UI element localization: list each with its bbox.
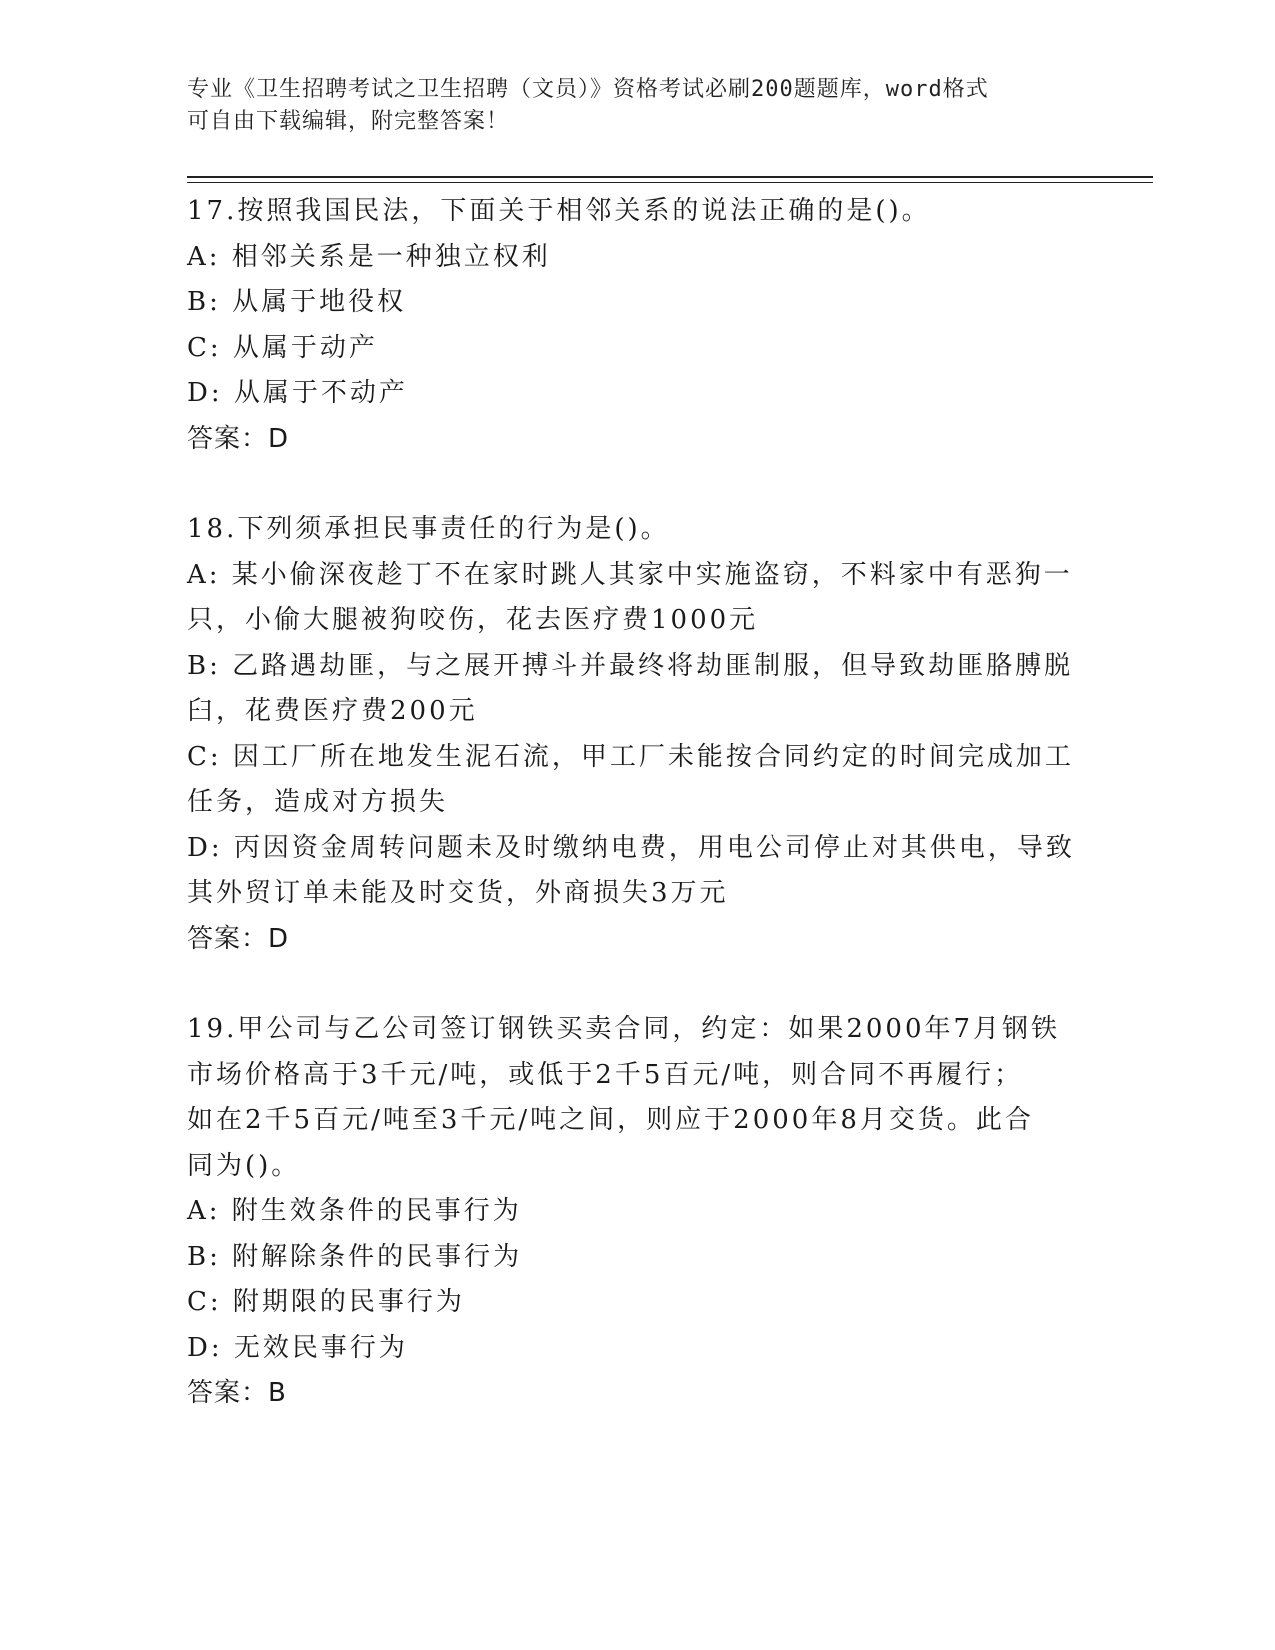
option-b: B: 附解除条件的民事行为 [187,1241,523,1272]
question-stem-continued: 市场价格高于3千元/吨，或低于2千5百元/吨，则合同不再履行； [187,1059,1024,1090]
question-stem-continued: 同为()。 [187,1150,301,1181]
option-d: D: 从属于不动产 [187,378,408,408]
option-a: A: 相邻关系是一种独立权利 [187,241,551,272]
option-a-continued: 只，小偷大腿被狗咬伤，花去医疗费1000元 [187,605,759,635]
header-line-1: 专业《卫生招聘考试之卫生招聘（文员）》资格考试必刷200题题库，word格式 [187,77,989,102]
option-d: D: 无效民事行为 [187,1332,408,1363]
question-stem: 18.下列须承担民事责任的行为是()。 [187,514,670,544]
option-b-continued: 臼，花费医疗费200元 [187,696,478,726]
answer-line: 答案：D [187,923,290,954]
answer-line: 答案：B [187,1378,287,1408]
question-17 [187,189,1087,462]
header-divider-thin [187,182,1153,183]
question-18 [187,507,1087,962]
question-stem: 17.按照我国民法，下面关于相邻关系的说法正确的是()。 [187,196,931,226]
header-divider-thick [187,176,1153,178]
question-stem-continued: 如在2千5百元/吨至3千元/吨之间，则应于2000年8月交货。此合 [187,1105,1034,1135]
answer-line: 答案：D [187,423,290,454]
option-c: C: 附期限的民事行为 [187,1287,465,1317]
question-list [187,189,1087,1417]
option-c: C: 从属于动产 [187,332,378,363]
option-b: B: 从属于地役权 [187,287,407,317]
option-c: C: 因工厂所在地发生泥石流，甲工厂未能按合同约定的时间完成加工 [187,741,1074,772]
option-a: A: 附生效条件的民事行为 [187,1196,522,1226]
document-header [187,74,1067,138]
question-19 [187,1007,1087,1417]
option-a: A: 某小偷深夜趁丁不在家时跳人其家中实施盗窃，不料家中有恶狗一 [187,559,1073,590]
question-stem: 19.甲公司与乙公司签订钢铁买卖合同，约定：如果2000年7月钢铁 [187,1014,1061,1044]
option-d: D: 丙因资金周转问题未及时缴纳电费，用电公司停止对其供电，导致 [187,832,1075,863]
option-c-continued: 任务，造成对方损失 [187,787,449,817]
option-b: B: 乙路遇劫匪，与之展开搏斗并最终将劫匪制服，但导致劫匪胳膊脱 [187,650,1074,681]
option-d-continued: 其外贸订单未能及时交货，外商损失3万元 [187,878,729,908]
header-line-2: 可自由下载编辑，附完整答案！ [187,109,510,134]
